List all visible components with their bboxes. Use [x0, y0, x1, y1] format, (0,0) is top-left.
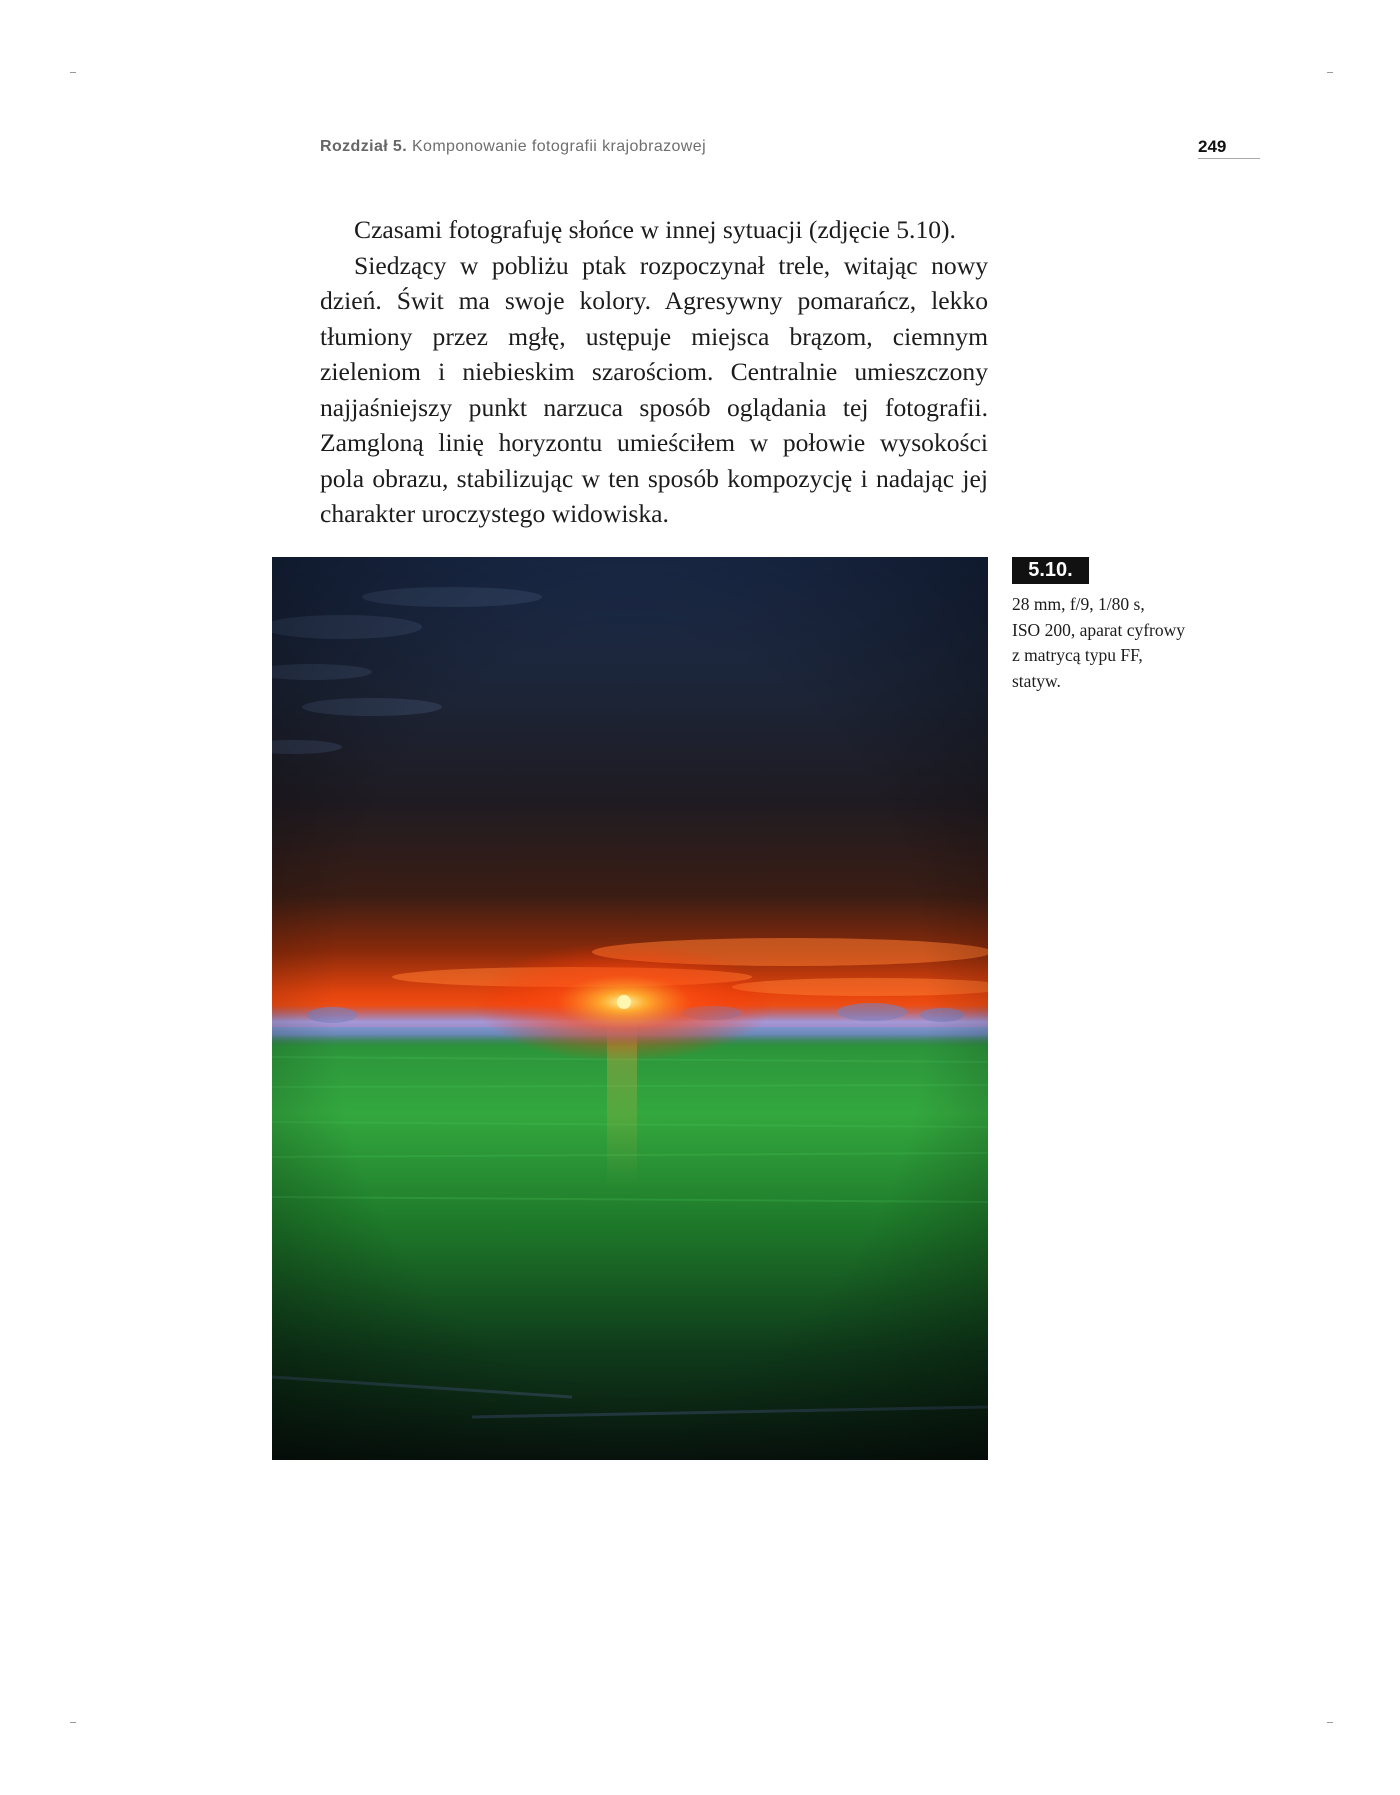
chapter-title: Komponowanie fotografii krajobrazowej	[411, 138, 707, 155]
crop-mark-top-left	[70, 72, 76, 73]
chapter-label: Rozdział 5.	[320, 138, 408, 155]
paragraph: Siedzący w pobliżu ptak rozpoczynał trele, witając nowy dzień. Świt ma swoje kolory. Agresywny pomarańcz, lekko tłumiony przez mgłę, ustępuje miejsca brązom, ciemnym zieleniom i niebieskim szarościom. Centralnie umieszczony najjaśniejszy punkt narzuca sposób oglądania tej fotografii. Zamgloną linię horyzontu umieściłem w połowie wysokości pola obrazu, stabilizując w ten sposób kompozycję i nadając jej charakter uroczystego widowiska.	[320, 250, 988, 528]
paragraph: Czasami fotografuję słońce w innej sytuacji (zdjęcie 5.10).	[354, 215, 956, 244]
running-head	[320, 138, 706, 156]
body-text	[320, 212, 988, 532]
sunrise-photo	[272, 557, 988, 1460]
figure-caption	[1012, 592, 1222, 694]
figure-label: 5.10.	[1012, 557, 1089, 584]
caption-line: 28 mm, f/9, 1/80 s,	[1012, 594, 1145, 614]
crop-mark-bottom-left	[70, 1722, 76, 1723]
page-number: 249	[1198, 137, 1260, 159]
crop-mark-bottom-right	[1327, 1722, 1333, 1723]
caption-line: statyw.	[1012, 670, 1061, 691]
caption-line: ISO 200, aparat cyfrowy	[1012, 619, 1186, 640]
sunrise-photo-image	[272, 557, 988, 1460]
caption-line: z matrycą typu FF,	[1012, 645, 1143, 665]
crop-mark-top-right	[1327, 72, 1333, 73]
